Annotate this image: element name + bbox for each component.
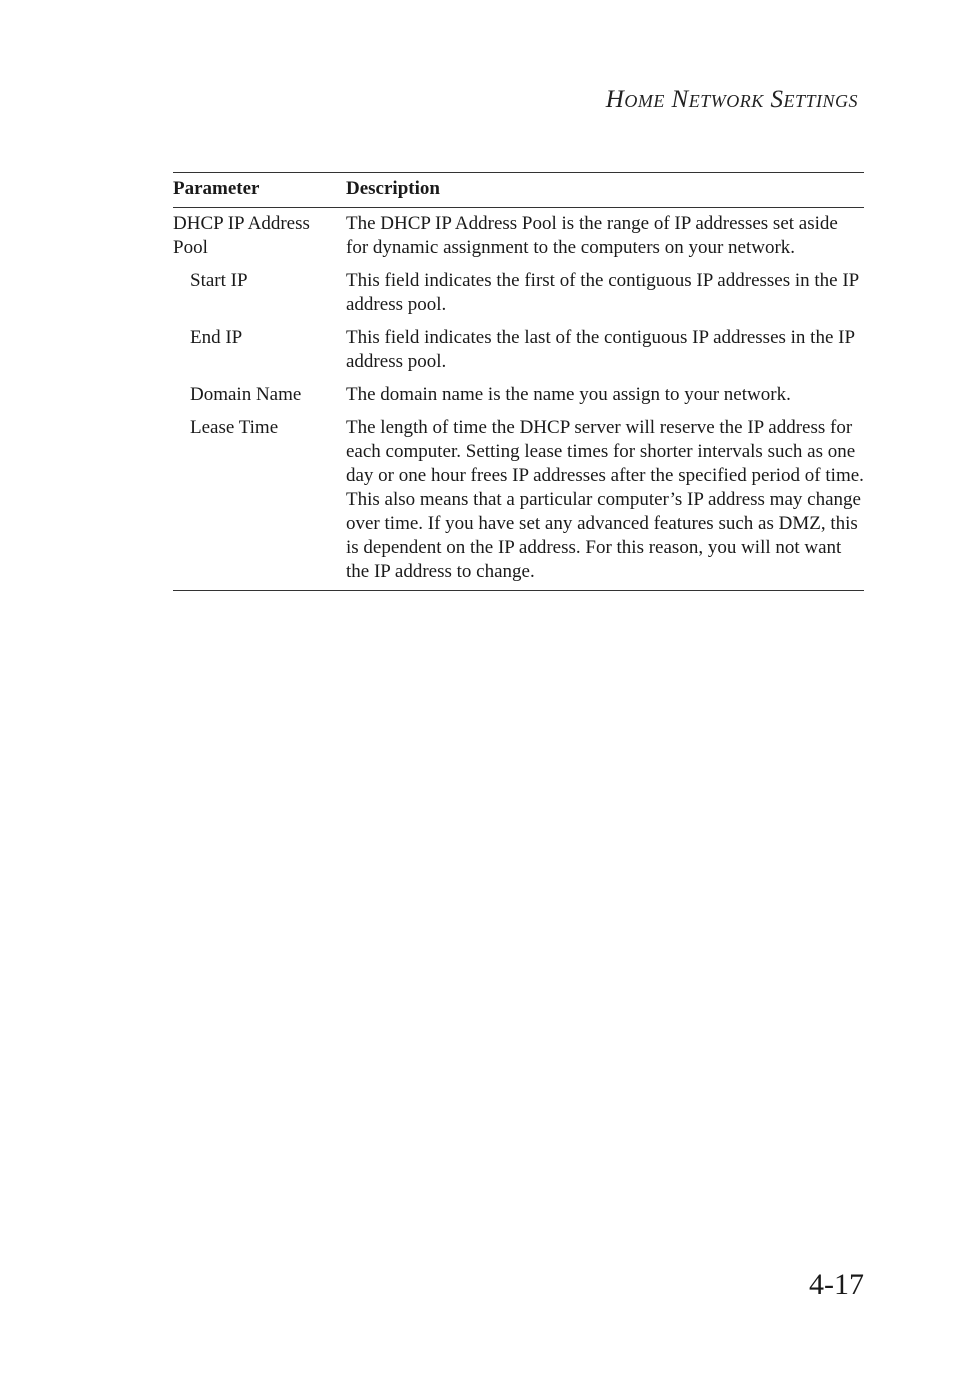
parameter-cell: End IP: [190, 327, 243, 348]
table-row: [173, 383, 864, 416]
table-row: [173, 416, 864, 591]
parameter-cell: Lease Time: [173, 416, 346, 591]
description-cell: The domain name is the name you assign to your network.: [346, 384, 791, 405]
parameter-table: [173, 172, 864, 591]
table-row: [173, 269, 864, 326]
column-header-parameter: Parameter: [173, 173, 346, 208]
table-row: [173, 326, 864, 383]
parameter-cell: DHCP IP Address Pool: [173, 213, 310, 258]
page-number: 4-17: [809, 1268, 864, 1301]
running-header: Home Network Settings: [605, 86, 858, 113]
description-cell: This field indicates the first of the contiguous IP addresses in the IP address pool.: [346, 270, 859, 315]
description-cell: This field indicates the last of the contiguous IP addresses in the IP address pool.: [346, 327, 855, 372]
description-cell: The DHCP IP Address Pool is the range of IP addresses set aside for dynamic assignment to the computers on your network.: [346, 213, 838, 258]
description-cell: The length of time the DHCP server will reserve the IP address for each computer. Setting lease times for shorter intervals such as one day or one hour frees IP addresses after the specified period of time. This also means that a particular computer’s IP address may change over time. If you have set any advanced features such as DMZ, this is dependent on the IP address. For this reason, you will not want the IP address to change.: [346, 416, 864, 591]
table-row: [173, 208, 864, 270]
parameter-cell: Start IP: [190, 270, 248, 291]
parameter-cell: Domain Name: [190, 384, 302, 405]
column-header-description: Description: [346, 173, 864, 208]
table-header-row: [173, 173, 864, 208]
